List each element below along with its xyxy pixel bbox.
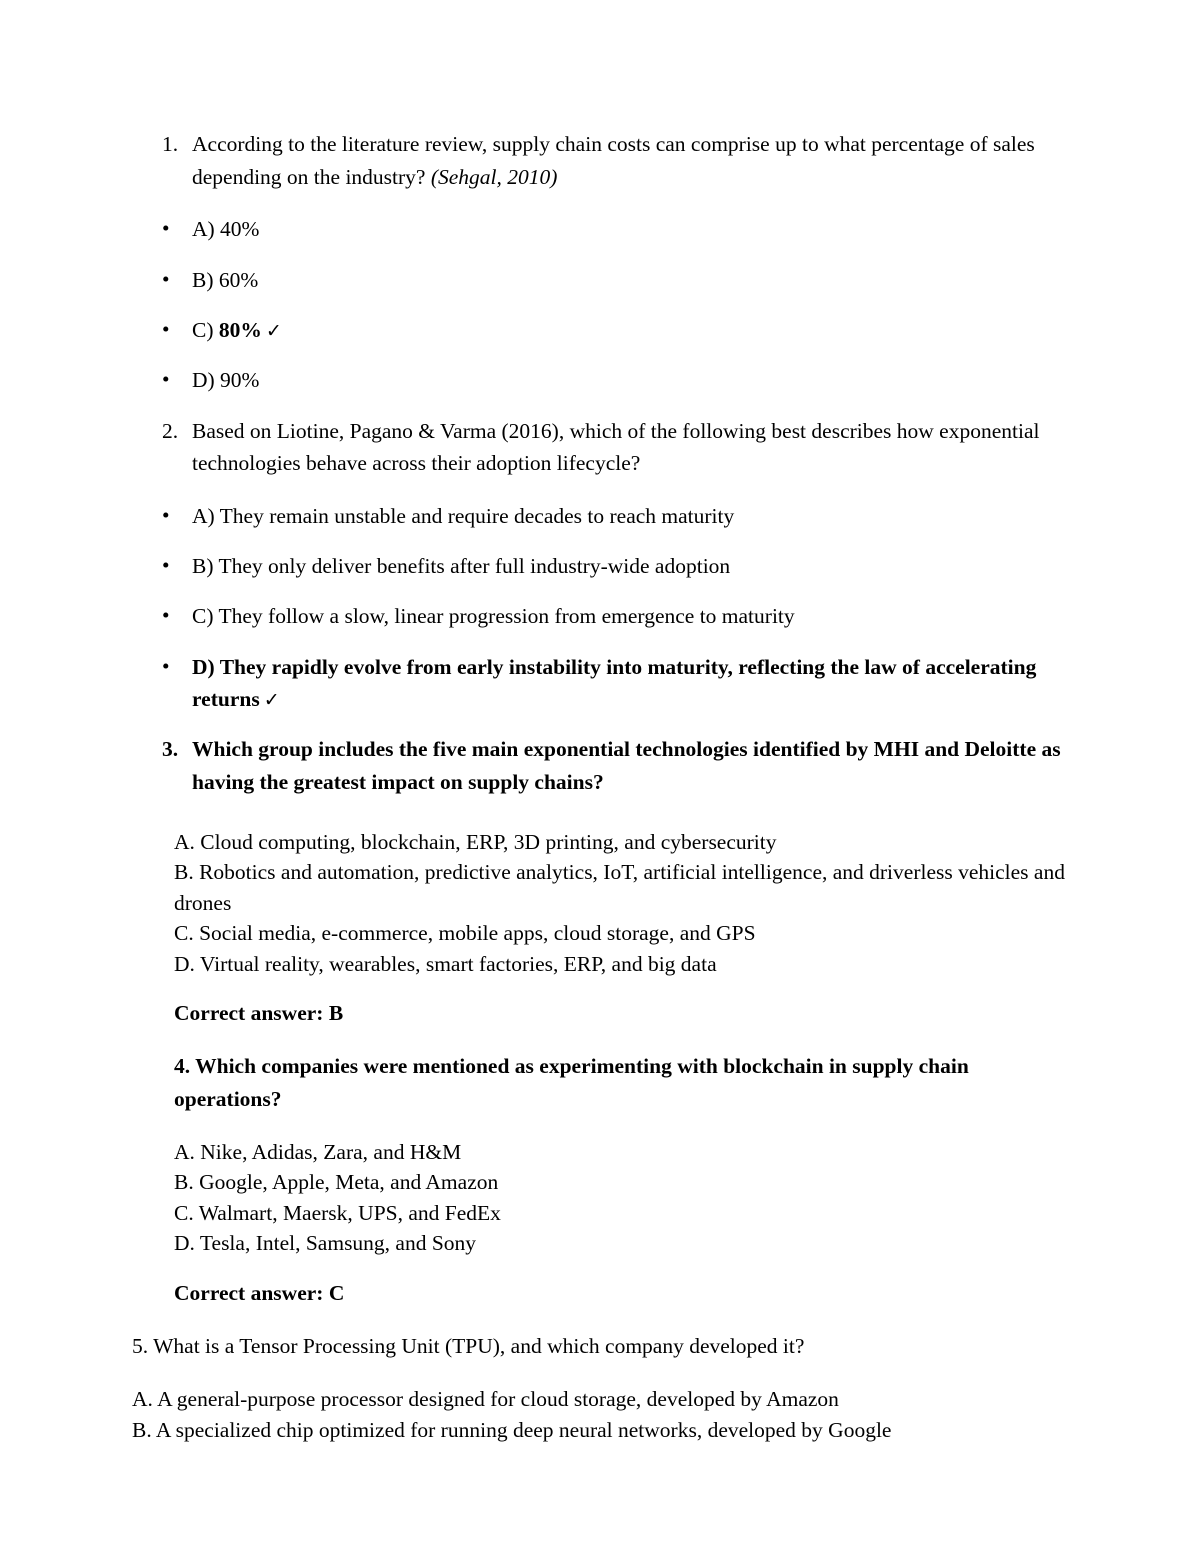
answer-option-c[interactable]: C. Social media, e-commerce, mobile apps, cloud storage, and GPS — [174, 921, 756, 946]
option-label: D) 90% — [192, 368, 260, 393]
question-1-citation: (Sehgal, 2010) — [430, 164, 558, 189]
question-3-answers — [120, 827, 1080, 980]
question-2-option-a[interactable] — [120, 500, 1080, 532]
option-label: A) 40% — [192, 217, 260, 242]
answer-option-b[interactable]: B. Robotics and automation, predictive analytics, IoT, artificial intelligence, and driverless vehicles and drones — [174, 860, 1065, 915]
spacer — [120, 203, 1080, 213]
option-label: B) 60% — [192, 267, 259, 292]
answer-option-d[interactable]: D. Tesla, Intel, Samsung, and Sony — [174, 1231, 477, 1256]
checkmark-icon: ✓ — [263, 689, 280, 711]
question-1 — [120, 128, 1080, 193]
answer-option-b[interactable]: B. A specialized chip optimized for running deep neural networks, developed by Google — [132, 1417, 892, 1442]
option-label: D) — [192, 654, 220, 679]
answer-option-a[interactable]: A. A general-purpose processor designed for cloud storage, developed by Amazon — [132, 1387, 839, 1412]
answer-option-b[interactable]: B. Google, Apple, Meta, and Amazon — [174, 1170, 499, 1195]
question-2-option-d[interactable] — [120, 651, 1080, 716]
question-1-option-c[interactable] — [120, 314, 1080, 347]
option-label: B) They only deliver benefits after full industry-wide adoption — [192, 554, 731, 579]
question-3-text: Which group includes the five main exponential technologies identified by MHI and Deloitte as having the greatest impact on supply chains? — [192, 737, 1061, 795]
question-4-answers — [120, 1137, 1080, 1259]
option-label-emphasis: 80% — [218, 317, 262, 342]
answer-option-d[interactable]: D. Virtual reality, wearables, smart factories, ERP, and big data — [174, 951, 717, 976]
option-label: C) — [192, 317, 219, 342]
question-1-option-d[interactable] — [120, 364, 1080, 396]
question-2 — [120, 415, 1080, 480]
answer-option-a[interactable]: A. Nike, Adidas, Zara, and H&M — [174, 1139, 462, 1164]
question-3-number: 3. — [162, 737, 179, 762]
question-2-number: 2. — [162, 418, 179, 443]
option-label: A) They remain unstable and require decades to reach maturity — [192, 503, 735, 528]
question-1-option-a[interactable] — [120, 213, 1080, 245]
question-1-option-b[interactable] — [120, 264, 1080, 296]
option-label: C) They follow a slow, linear progression from emergence to maturity — [192, 604, 795, 629]
question-5-answers — [120, 1384, 1080, 1445]
question-5: 5. What is a Tensor Processing Unit (TPU), and which company developed it? — [132, 1333, 805, 1358]
spacer — [120, 490, 1080, 500]
question-4-correct-answer: Correct answer: C — [174, 1280, 345, 1305]
checkmark-icon: ✓ — [265, 320, 282, 342]
answer-option-a[interactable]: A. Cloud computing, blockchain, ERP, 3D printing, and cybersecurity — [174, 829, 777, 854]
question-3-correct-answer: Correct answer: B — [174, 1001, 344, 1026]
answer-option-c[interactable]: C. Walmart, Maersk, UPS, and FedEx — [174, 1200, 501, 1225]
question-2-option-c[interactable] — [120, 600, 1080, 632]
option-label-emphasis: They rapidly evolve from early instability into maturity, reflecting the law of accelerating returns — [192, 654, 1037, 711]
question-1-number: 1. — [162, 132, 179, 156]
question-2-option-b[interactable] — [120, 550, 1080, 582]
question-2-text: Based on Liotine, Pagano & Varma (2016), which of the following best describes how exponential technologies behave across their adoption lifecycle? — [192, 418, 1040, 476]
question-4: 4. Which companies were mentioned as experimenting with blockchain in supply chain operations? — [174, 1054, 969, 1111]
spacer — [120, 809, 1080, 827]
question-1-text: According to the literature review, supply chain costs can comprise up to what percentage of sales depending on the industry? — [192, 132, 1035, 189]
question-3 — [120, 733, 1080, 798]
